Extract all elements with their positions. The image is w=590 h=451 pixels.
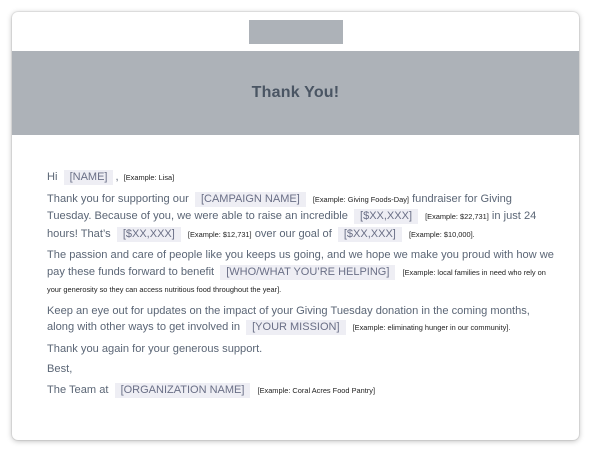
organization-name-placeholder[interactable]: [ORGANIZATION NAME]	[115, 383, 251, 398]
mission-placeholder[interactable]: [YOUR MISSION]	[246, 320, 345, 335]
signoff-text: The Team at	[47, 383, 109, 396]
paragraph-text: Thank you for supporting our	[47, 192, 189, 205]
header-banner	[12, 51, 579, 135]
name-placeholder[interactable]: [NAME]	[64, 170, 114, 185]
closing-best: Best,	[47, 363, 73, 375]
mission-example: [Example: eliminating hunger in our community]	[352, 323, 509, 332]
organization-name-example: [Example: Coral Acres Food Pantry]	[257, 385, 375, 395]
paragraph-text: in just 24 hours! That’s	[47, 210, 537, 240]
paragraph-campaign	[47, 191, 557, 244]
goal-amount-placeholder[interactable]: [$XX,XXX]	[338, 227, 402, 242]
email-card	[12, 12, 579, 440]
amount-raised-example: [Example: $22,731]	[425, 212, 489, 221]
period: .	[472, 229, 475, 239]
period: .	[508, 323, 511, 332]
greeting-text: Hi	[47, 171, 58, 183]
paragraph-text: fundraiser for Giving Tuesday. Because of you, we were able to raise an incredible	[47, 192, 512, 222]
paragraph-thanks: Thank you again for your generous support.	[47, 342, 263, 355]
goal-amount-example: [Example: $10,000]	[408, 229, 473, 239]
paragraph-impact	[47, 247, 557, 299]
paragraph-text: The passion and care of people like you keeps us going, and we hope we make you proud with how we pay these funds forward to benefit	[47, 249, 554, 278]
letter-body	[47, 169, 557, 403]
campaign-name-example: [Example: Giving Foods-Day]	[312, 194, 409, 204]
amount-over-example: [Example: $12,731]	[187, 229, 252, 239]
name-example: [Example: Lisa]	[123, 173, 175, 182]
amount-raised-placeholder[interactable]: [$XX,XXX]	[354, 209, 418, 224]
paragraph-text: over our goal of	[254, 227, 332, 240]
logo-placeholder	[249, 20, 343, 44]
paragraph-updates	[47, 303, 557, 337]
amount-over-placeholder[interactable]: [$XX,XXX]	[117, 227, 181, 242]
greeting-comma: ,	[115, 171, 119, 183]
banner-title: Thank You!	[251, 84, 340, 101]
paragraph-text: Keep an eye out for updates on the impact of your Giving Tuesday donation in the coming months, along with other ways to get involved in	[47, 304, 530, 333]
greeting-line	[47, 169, 557, 187]
beneficiary-placeholder[interactable]: [WHO/WHAT YOU’RE HELPING]	[220, 265, 395, 280]
signoff-line	[47, 382, 557, 400]
period: .	[279, 285, 282, 294]
campaign-name-placeholder[interactable]: [CAMPAIGN NAME]	[195, 192, 306, 207]
beneficiary-example: [Example: local families in need who rely on your generosity so they can access nutritious food throughout the year]	[47, 267, 546, 294]
